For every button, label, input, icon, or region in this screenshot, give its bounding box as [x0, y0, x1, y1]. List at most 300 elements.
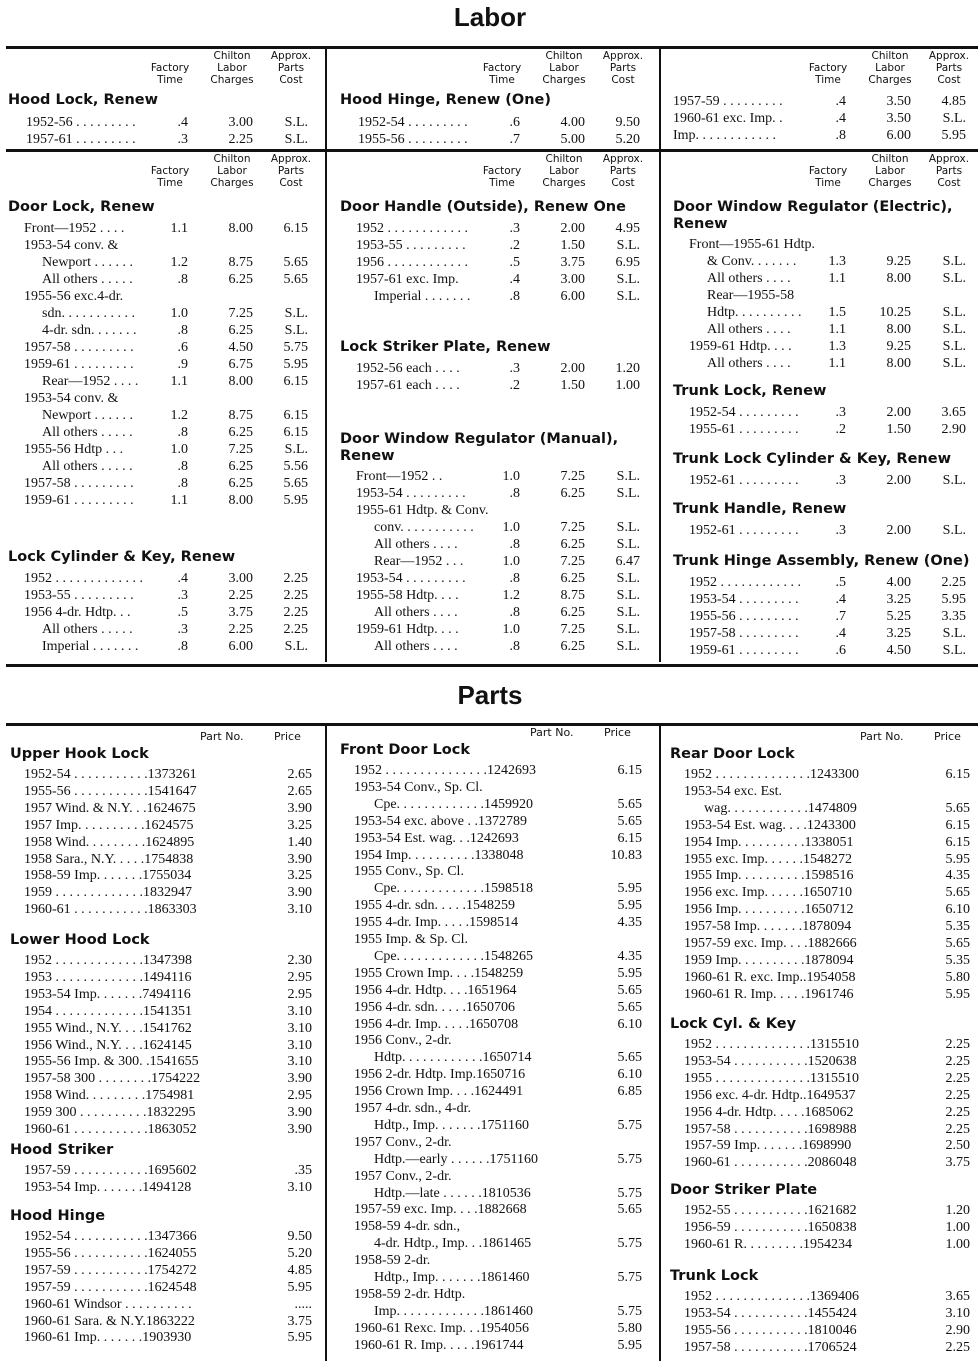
parts-row: [10, 835, 316, 851]
part-description: 1960-61 Imp. . . . . . .1903930: [24, 1330, 192, 1346]
factory-time-value: 1.0: [502, 469, 520, 484]
parts-row: [340, 848, 646, 864]
labor-charge-value: 7.25: [560, 622, 585, 637]
part-price: 1.40: [287, 834, 312, 850]
parts-row: [10, 801, 316, 817]
row-description: 1952-61 . . . . . . . . .: [689, 473, 799, 488]
factory-time-value: .3: [835, 523, 846, 538]
part-description: 1956 exc. Imp. . . . . .1650710: [684, 885, 852, 901]
labor-row: [340, 485, 652, 502]
part-price: 4.35: [617, 915, 642, 931]
part-price: 5.80: [617, 1320, 642, 1336]
parts-row: [340, 831, 646, 847]
factory-time-value: .8: [177, 323, 188, 338]
row-description: 1955-61 . . . . . . . . .: [689, 422, 799, 437]
labor-charge-value: 4.00: [886, 575, 911, 590]
section-heading: Door Window Regulator (Electric), Renew: [673, 199, 953, 232]
part-price: 5.95: [945, 986, 970, 1002]
part-price: 3.75: [945, 1155, 970, 1171]
part-price: 2.65: [287, 767, 312, 782]
factory-time-value: .8: [509, 537, 520, 552]
part-description: 1957 Conv., 2-dr.: [354, 1168, 452, 1184]
row-description: 1959-61 . . . . . . . . .: [24, 357, 134, 372]
labor-charge-value: 6.25: [560, 639, 585, 654]
part-description: 1956 Wind., N.Y. . . .1624145: [24, 1037, 192, 1053]
factory-time-value: .7: [509, 132, 520, 147]
part-description: 1958 Sara., N.Y. . . . .1754838: [24, 851, 194, 867]
parts-cost-value: 6.95: [615, 255, 640, 270]
parts-row: [10, 987, 316, 1003]
part-price: 9.50: [287, 1229, 312, 1244]
row-description: Imperial . . . . . . .: [42, 639, 139, 654]
parts-row: [670, 1203, 974, 1219]
parts-cost-value: 5.65: [283, 255, 308, 270]
part-description: 1956 4-dr. Imp. . . . .1650708: [354, 1016, 519, 1032]
factory-time-value: .6: [177, 340, 188, 355]
labor-row: [8, 339, 320, 356]
labor-charge-value: 6.25: [228, 272, 253, 287]
factory-time-value: 1.0: [502, 520, 520, 535]
factory-time-value: .8: [177, 639, 188, 654]
part-description: 1960-61 Rexc. Imp. . .1954056: [354, 1320, 529, 1336]
parts-cost-value: S.L.: [284, 132, 308, 147]
row-description: All others . . . . .: [42, 272, 133, 287]
row-description: 1957-59 . . . . . . . . .: [673, 94, 783, 109]
labor-row: [340, 271, 652, 288]
labor-row: [673, 338, 978, 355]
labor-row: [673, 421, 978, 438]
part-price: 5.65: [617, 796, 642, 812]
part-description: 1955-56 . . . . . . . . . . .1810046: [684, 1322, 857, 1338]
part-description: 1957 4-dr. sdn., 4-dr.: [354, 1101, 472, 1116]
part-description: 1959 300 . . . . . . . . . .1832295: [24, 1105, 196, 1121]
factory-time-value: .8: [509, 289, 520, 304]
row-description: 1959-61 . . . . . . . . .: [689, 643, 799, 658]
parts-row: [10, 1021, 316, 1037]
factory-time-value: .5: [177, 605, 188, 620]
part-price: 4.35: [945, 868, 970, 884]
labor-row: [340, 638, 652, 655]
part-description: Hdtp. . . . . . . . . . . .1650714: [374, 1050, 532, 1066]
parts-cost-value: 5.56: [283, 459, 308, 474]
labor-charge-value: 2.00: [560, 221, 585, 236]
row-description: 1952 . . . . . . . . . . . .: [689, 575, 801, 590]
labor-row: [673, 253, 978, 270]
parts-row: [10, 784, 316, 800]
part-description: 1959 . . . . . . . . . . . . .1832947: [24, 885, 192, 901]
row-description: Rear—1952 . . . .: [42, 374, 139, 389]
parts-row: [670, 868, 974, 884]
labor-column-headers: [140, 153, 320, 193]
parts-cost-value: 5.95: [941, 592, 966, 607]
part-description: 1953-54 Est. wag. . .1242693: [354, 830, 519, 846]
part-price: 2.95: [287, 1088, 312, 1104]
labor-charge-value: 6.25: [560, 486, 585, 501]
price-header: Price: [604, 726, 631, 739]
part-description: Cpe. . . . . . . . . . . . .1548265: [374, 948, 534, 964]
factory-time-value: .4: [177, 571, 188, 586]
parts-row: [670, 1071, 974, 1087]
labor-charge-value: 3.25: [886, 626, 911, 641]
parts-cost-value: S.L.: [616, 639, 640, 654]
labor-row: [673, 270, 978, 287]
part-price: 5.80: [945, 969, 970, 985]
labor-row: [665, 127, 978, 144]
labor-row: [665, 93, 978, 110]
parts-row: [340, 932, 646, 948]
part-price: 6.15: [945, 817, 970, 833]
parts-cost-value: S.L.: [616, 622, 640, 637]
part-description: 1956 exc. 4-dr. Hdtp..1649537: [684, 1087, 856, 1103]
parts-cost-value: 5.95: [283, 357, 308, 372]
part-description: 1955 . . . . . . . . . . . . . .1315510: [684, 1070, 859, 1086]
part-price: 3.90: [287, 851, 312, 867]
parts-row: [670, 835, 974, 851]
part-no-header: Part No.: [860, 730, 904, 743]
labor-column-headers: [140, 50, 320, 90]
part-description: 1960-61 . . . . . . . . . . .1863303: [24, 902, 197, 918]
labor-charge-value: 3.00: [228, 115, 253, 130]
part-price: 6.85: [617, 1084, 642, 1100]
part-description: 1952 . . . . . . . . . . . . . .1243300: [684, 767, 859, 782]
labor-column-headers: [798, 153, 978, 193]
factory-time-value: .3: [177, 588, 188, 603]
factory-time-value: 1.0: [502, 622, 520, 637]
part-no-header: Part No.: [200, 730, 244, 743]
labor-row: [8, 621, 320, 638]
part-price: 3.10: [287, 1020, 312, 1036]
part-description: 1956 4-dr. Hdtp. . . . .1685062: [684, 1104, 854, 1120]
parts-cost-value: 3.35: [941, 609, 966, 624]
parts-cost-value: 1.00: [615, 378, 640, 393]
part-price: 6.15: [945, 834, 970, 850]
parts-cost-value: 6.15: [283, 221, 308, 236]
parts-row: [340, 1236, 646, 1252]
part-price: 6.10: [617, 1067, 642, 1083]
labor-row: [340, 468, 652, 485]
part-description: 1954 Imp. . . . . . . . . .1338048: [354, 847, 524, 863]
labor-row: [673, 522, 978, 539]
labor-row: [673, 472, 978, 489]
section-heading: Door Lock, Renew: [8, 199, 155, 215]
labor-row: [340, 114, 652, 131]
factory-time-value: 1.2: [170, 255, 188, 270]
labor-row: [8, 237, 320, 254]
part-description: 1957-58 . . . . . . . . . . .1698988: [684, 1121, 857, 1137]
labor-charge-value: 8.00: [886, 356, 911, 371]
labor-charge-value: 4.50: [228, 340, 253, 355]
part-description: 1958-59 4-dr. sdn.,: [354, 1219, 461, 1235]
labor-charge-value: 5.25: [886, 609, 911, 624]
part-description: 1956-59 . . . . . . . . . . .1650838: [684, 1219, 857, 1235]
labor-charge-value: 2.25: [228, 588, 253, 603]
section-heading: Door Striker Plate: [670, 1182, 818, 1198]
parts-row: [670, 902, 974, 918]
factory-time-value: .8: [177, 476, 188, 491]
factory-time-value: .3: [509, 361, 520, 376]
part-price: 1.00: [945, 1236, 970, 1252]
labor-charge-value: 4.50: [886, 643, 911, 658]
part-price: 3.90: [287, 885, 312, 901]
part-description: 1957 Conv., 2-dr.: [354, 1134, 452, 1150]
part-price: 5.75: [617, 1303, 642, 1319]
parts-cost-value: 2.90: [941, 422, 966, 437]
part-description: 1957-59 . . . . . . . . . . .1695602: [24, 1163, 197, 1178]
part-price: 3.90: [287, 1071, 312, 1087]
part-description: 1958-59 2-dr. Hdtp.: [354, 1286, 466, 1302]
labor-row: [673, 625, 978, 642]
section-heading: Lock Striker Plate, Renew: [340, 339, 551, 355]
labor-charge-value: 7.25: [228, 442, 253, 457]
part-price: 2.95: [287, 969, 312, 985]
row-description: 1952-61 . . . . . . . . .: [689, 523, 799, 538]
labor-row: [8, 373, 320, 390]
parts-cost-value: S.L.: [942, 111, 966, 126]
part-price: 2.90: [945, 1322, 970, 1338]
row-description: Newport . . . . . .: [42, 408, 133, 423]
parts-cost-value: S.L.: [284, 442, 308, 457]
labor-row: [8, 220, 320, 237]
parts-row: [670, 818, 974, 834]
part-description: 1953-54 . . . . . . . . . . .1455424: [684, 1305, 857, 1321]
parts-cost-value: S.L.: [942, 523, 966, 538]
labor-charge-value: 9.25: [886, 254, 911, 269]
labor-charge-value: 3.75: [560, 255, 585, 270]
section-heading: Lock Cyl. & Key: [670, 1016, 797, 1032]
parts-cost-value: 1.20: [615, 361, 640, 376]
row-description: 1957-58 . . . . . . . . .: [24, 340, 134, 355]
section-heading: Door Window Regulator (Manual), Renew: [340, 431, 619, 464]
labor-charge-value: 6.00: [886, 128, 911, 143]
parts-cost-header: Approx. Parts Cost: [270, 153, 312, 189]
row-description: 1953-54 conv. &: [24, 391, 119, 406]
part-price: 5.95: [617, 1337, 642, 1353]
factory-time-value: .4: [835, 626, 846, 641]
parts-cost-value: 6.47: [615, 554, 640, 569]
parts-row: [670, 852, 974, 868]
section-heading: Hood Lock, Renew: [8, 92, 159, 108]
part-description: Hdtp.—early . . . . . .1751160: [374, 1151, 538, 1167]
part-description: 1952-54 . . . . . . . . . . .1347366: [24, 1229, 197, 1244]
factory-time-value: .9: [177, 357, 188, 372]
section-heading: Hood Hinge, Renew (One): [340, 92, 552, 108]
parts-row: [340, 1304, 646, 1320]
row-description: & Conv. . . . . . .: [707, 254, 797, 269]
labor-charge-value: 6.25: [560, 571, 585, 586]
row-description: Rear—1955-58: [707, 288, 795, 303]
part-price: 5.95: [287, 1279, 312, 1295]
row-description: 1955-61 Hdtp. & Conv.: [356, 503, 489, 518]
row-description: 1955-56 . . . . . . . . .: [689, 609, 799, 624]
factory-time-value: .2: [509, 378, 520, 393]
labor-row: [340, 536, 652, 553]
part-description: 1955 Imp. & Sp. Cl.: [354, 932, 468, 947]
factory-time-value: .3: [177, 622, 188, 637]
row-description: 1953-54 . . . . . . . . .: [689, 592, 799, 607]
labor-row: [340, 377, 652, 394]
labor-charge-value: 7.25: [228, 306, 253, 321]
part-price: 2.25: [945, 1121, 970, 1137]
section-heading: Lower Hood Lock: [10, 932, 150, 948]
parts-row: [340, 1270, 646, 1286]
factory-time-header: Factory Time: [150, 62, 190, 86]
part-description: 1955 4-dr. Imp. . . . .1598514: [354, 915, 519, 931]
labor-charge-value: 3.75: [228, 605, 253, 620]
part-description: 1956 4-dr. Hdtp. . . .1651964: [354, 982, 517, 998]
part-description: 1955-56 Imp. & 300. .1541655: [24, 1054, 199, 1070]
parts-row: [340, 1101, 646, 1117]
part-price: 6.15: [945, 767, 970, 782]
labor-row: [340, 220, 652, 237]
labor-charge-value: 8.00: [886, 322, 911, 337]
part-description: wag. . . . . . . . . . . .1474809: [704, 800, 857, 816]
part-description: 1957-59 exc. Imp. . . .1882666: [684, 936, 857, 951]
parts-row: [670, 1122, 974, 1138]
factory-time-value: .8: [509, 486, 520, 501]
factory-time-value: .5: [509, 255, 520, 270]
parts-row: [10, 1280, 316, 1296]
part-price: 2.65: [287, 783, 312, 799]
labor-divider-2: [659, 48, 661, 662]
part-description: 1954 Imp. . . . . . . . . .1338051: [684, 834, 854, 850]
parts-row: [670, 1289, 974, 1305]
labor-charge-value: 8.00: [228, 221, 253, 236]
labor-charge-value: 6.75: [228, 357, 253, 372]
labor-row: [8, 254, 320, 271]
labor-row: [8, 492, 320, 509]
labor-charge-value: 8.00: [228, 493, 253, 508]
row-description: Front—1955-61 Hdtp.: [689, 237, 815, 252]
part-description: 1953-54 Imp. . . . . . .1494128: [24, 1179, 192, 1195]
parts-cost-value: S.L.: [284, 306, 308, 321]
part-price: 1.00: [945, 1219, 970, 1235]
row-description: 1952 . . . . . . . . . . . . .: [24, 571, 143, 586]
part-description: 1957 Imp. . . . . . . . . .1624575: [24, 817, 194, 833]
part-price: 3.10: [945, 1305, 970, 1321]
parts-row: [340, 1135, 646, 1151]
factory-time-value: 1.2: [170, 408, 188, 423]
part-description: 1955 Conv., Sp. Cl.: [354, 864, 464, 880]
parts-row: [10, 1314, 316, 1330]
part-price: 3.75: [287, 1313, 312, 1329]
factory-time-value: .4: [835, 592, 846, 607]
row-description: 1952-54 . . . . . . . . .: [689, 405, 799, 420]
parts-cost-value: 2.25: [283, 622, 308, 637]
section-heading: Front Door Lock: [340, 742, 470, 758]
part-description: 1957-59 . . . . . . . . . . .1624548: [24, 1279, 197, 1295]
parts-row: [10, 1054, 316, 1070]
parts-cost-value: 4.85: [941, 94, 966, 109]
labor-row: [8, 570, 320, 587]
row-description: 1959-61 . . . . . . . . .: [24, 493, 134, 508]
labor-row: [8, 356, 320, 373]
part-description: 1958-59 Imp. . . . . . .1755034: [24, 868, 192, 884]
part-description: 1957-58 300 . . . . . . . .1754222: [24, 1071, 201, 1087]
labor-row: [340, 131, 652, 148]
parts-row: [340, 966, 646, 982]
part-description: 1953-54 exc. Est.: [684, 783, 782, 799]
part-description: 1957-59 . . . . . . . . . . .1754272: [24, 1262, 197, 1278]
labor-row: [340, 237, 652, 254]
labor-row: [340, 502, 652, 519]
row-description: 1955-56 exc.4-dr.: [24, 289, 124, 304]
row-description: All others . . . .: [707, 271, 791, 286]
part-price: 5.75: [617, 1236, 642, 1252]
parts-row: [670, 1323, 974, 1339]
labor-row: [8, 288, 320, 305]
part-price: 6.15: [617, 830, 642, 846]
row-description: 1953-55 . . . . . . . . .: [356, 238, 466, 253]
labor-row: [340, 587, 652, 604]
labor-row: [8, 604, 320, 621]
parts-cost-value: 2.25: [941, 575, 966, 590]
parts-column-3: [670, 730, 974, 1360]
row-description: 1953-55 . . . . . . . . .: [24, 588, 134, 603]
row-description: 1957-58 . . . . . . . . .: [689, 626, 799, 641]
labor-row: [673, 591, 978, 608]
parts-cost-value: 5.95: [283, 493, 308, 508]
labor-row: [8, 587, 320, 604]
part-description: 1953-54 . . . . . . . . . . .1520638: [684, 1053, 857, 1069]
factory-time-header: Factory Time: [808, 165, 848, 189]
labor-row: [340, 604, 652, 621]
row-description: All others . . . . .: [42, 622, 133, 637]
section-heading: Trunk Lock: [670, 1268, 759, 1284]
labor-row: [8, 114, 320, 131]
section-heading: Trunk Hinge Assembly, Renew (One): [673, 553, 970, 569]
part-description: 1958-59 2-dr.: [354, 1253, 431, 1269]
section-heading: Rear Door Lock: [670, 746, 795, 762]
labor-charge-value: 1.50: [560, 378, 585, 393]
chilton-labor-header: Chilton Labor Charges: [542, 153, 586, 189]
labor-charge-value: 6.25: [228, 425, 253, 440]
price-header: Price: [274, 730, 301, 743]
labor-column-headers: [472, 50, 652, 90]
labor-row: [673, 642, 978, 659]
factory-time-value: 1.1: [170, 374, 188, 389]
parts-row: [670, 767, 974, 783]
labor-column-headers: [798, 50, 978, 90]
parts-row: [10, 868, 316, 884]
parts-cost-header: Approx. Parts Cost: [602, 153, 644, 189]
parts-cost-value: S.L.: [942, 339, 966, 354]
labor-row: [340, 553, 652, 570]
parts-cost-value: 3.65: [941, 405, 966, 420]
parts-row: [10, 1330, 316, 1346]
parts-row: [340, 1253, 646, 1269]
part-price: 5.75: [617, 1117, 642, 1133]
part-price: 3.10: [287, 1003, 312, 1019]
parts-cost-value: S.L.: [284, 115, 308, 130]
part-price: 5.65: [617, 1202, 642, 1218]
parts-cost-value: S.L.: [616, 520, 640, 535]
part-description: Cpe. . . . . . . . . . . . .1598518: [374, 881, 534, 897]
part-price: 3.25: [287, 868, 312, 884]
parts-row: [340, 1186, 646, 1202]
part-description: 1952-55 . . . . . . . . . . .1621682: [684, 1203, 857, 1218]
parts-cost-value: S.L.: [616, 605, 640, 620]
labor-row: [665, 110, 978, 127]
labor-charge-value: 9.25: [886, 339, 911, 354]
parts-row: [10, 1088, 316, 1104]
row-description: 1957-58 . . . . . . . . .: [24, 476, 134, 491]
row-description: 1952-54 . . . . . . . . .: [358, 115, 468, 130]
labor-charge-value: 8.00: [228, 374, 253, 389]
factory-time-value: 1.1: [828, 356, 846, 371]
factory-time-value: .8: [177, 459, 188, 474]
parts-cost-value: 9.50: [615, 115, 640, 130]
part-description: 1955 exc. Imp. . . . . .1548272: [684, 851, 852, 867]
